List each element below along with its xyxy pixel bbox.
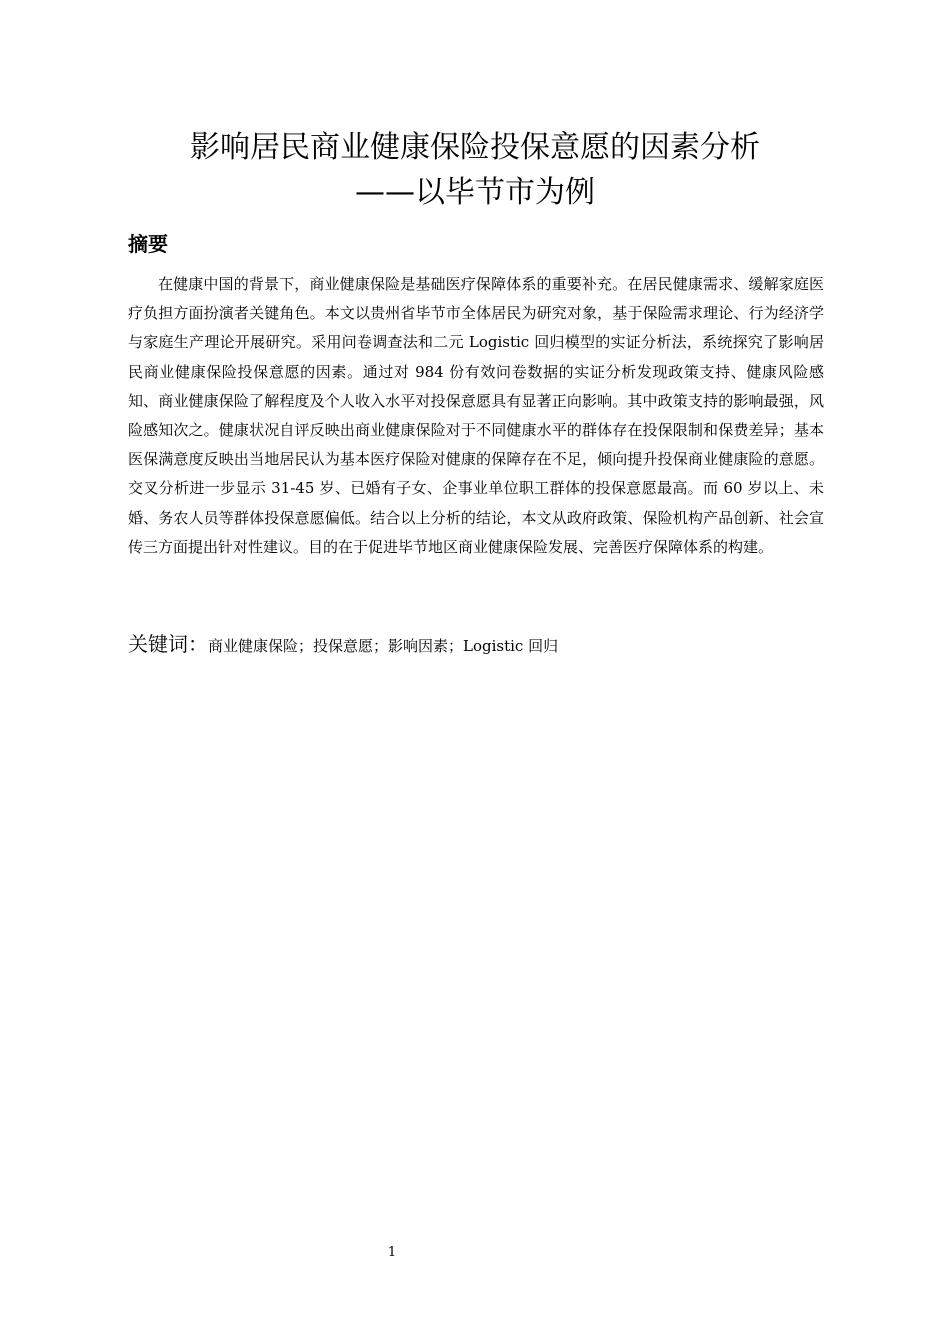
paper-title: 影响居民商业健康保险投保意愿的因素分析 [190, 130, 760, 165]
keywords-line [128, 630, 558, 660]
keywords-label: 关键词： [128, 632, 208, 656]
keywords-text: 商业健康保险；投保意愿；影响因素；Logistic 回归 [208, 637, 559, 655]
page-number: 1 [387, 1245, 397, 1260]
abstract-heading: 摘要 [128, 232, 168, 256]
abstract-body: 在健康中国的背景下，商业健康保险是基础医疗保障体系的重要补充。在居民健康需求、缓解家庭医疗负担方面扮演者关键角色。本文以贵州省毕节市全体居民为研究对象，基于保险需求理论、行为经济学与家庭生产理论开展研究。采用问卷调查法和二元 Logistic 回归模型的实证分析法，系统探究了影响居民商业健康保险投保意愿的因素。通过对 984 份有效问卷数据的实证分析发现政策支持、健康风险感知、商业健康保险了解程度及个人收入水平对投保意愿具有显著正向影响。其中政策支持的影响最强，风险感知次之。健康状况自评反映出商业健康保险对于不同健康水平的群体存在投保限制和保费差异；基本医保满意度反映出当地居民认为基本医疗保险对健康的保障存在不足，倾向提升投保商业健康险的意愿。交叉分析进一步显示 31-45 岁、已婚有子女、企事业单位职工群体的投保意愿最高。而 60 岁以上、未婚、务农人员等群体投保意愿偏低。结合以上分析的结论，本文从政府政策、保险机构产品创新、社会宣传三方面提出针对性建议。目的在于促进毕节地区商业健康保险发展、完善医疗保障体系的构建。 [128, 275, 824, 556]
paper-subtitle: ——以毕节市为例 [355, 175, 595, 210]
